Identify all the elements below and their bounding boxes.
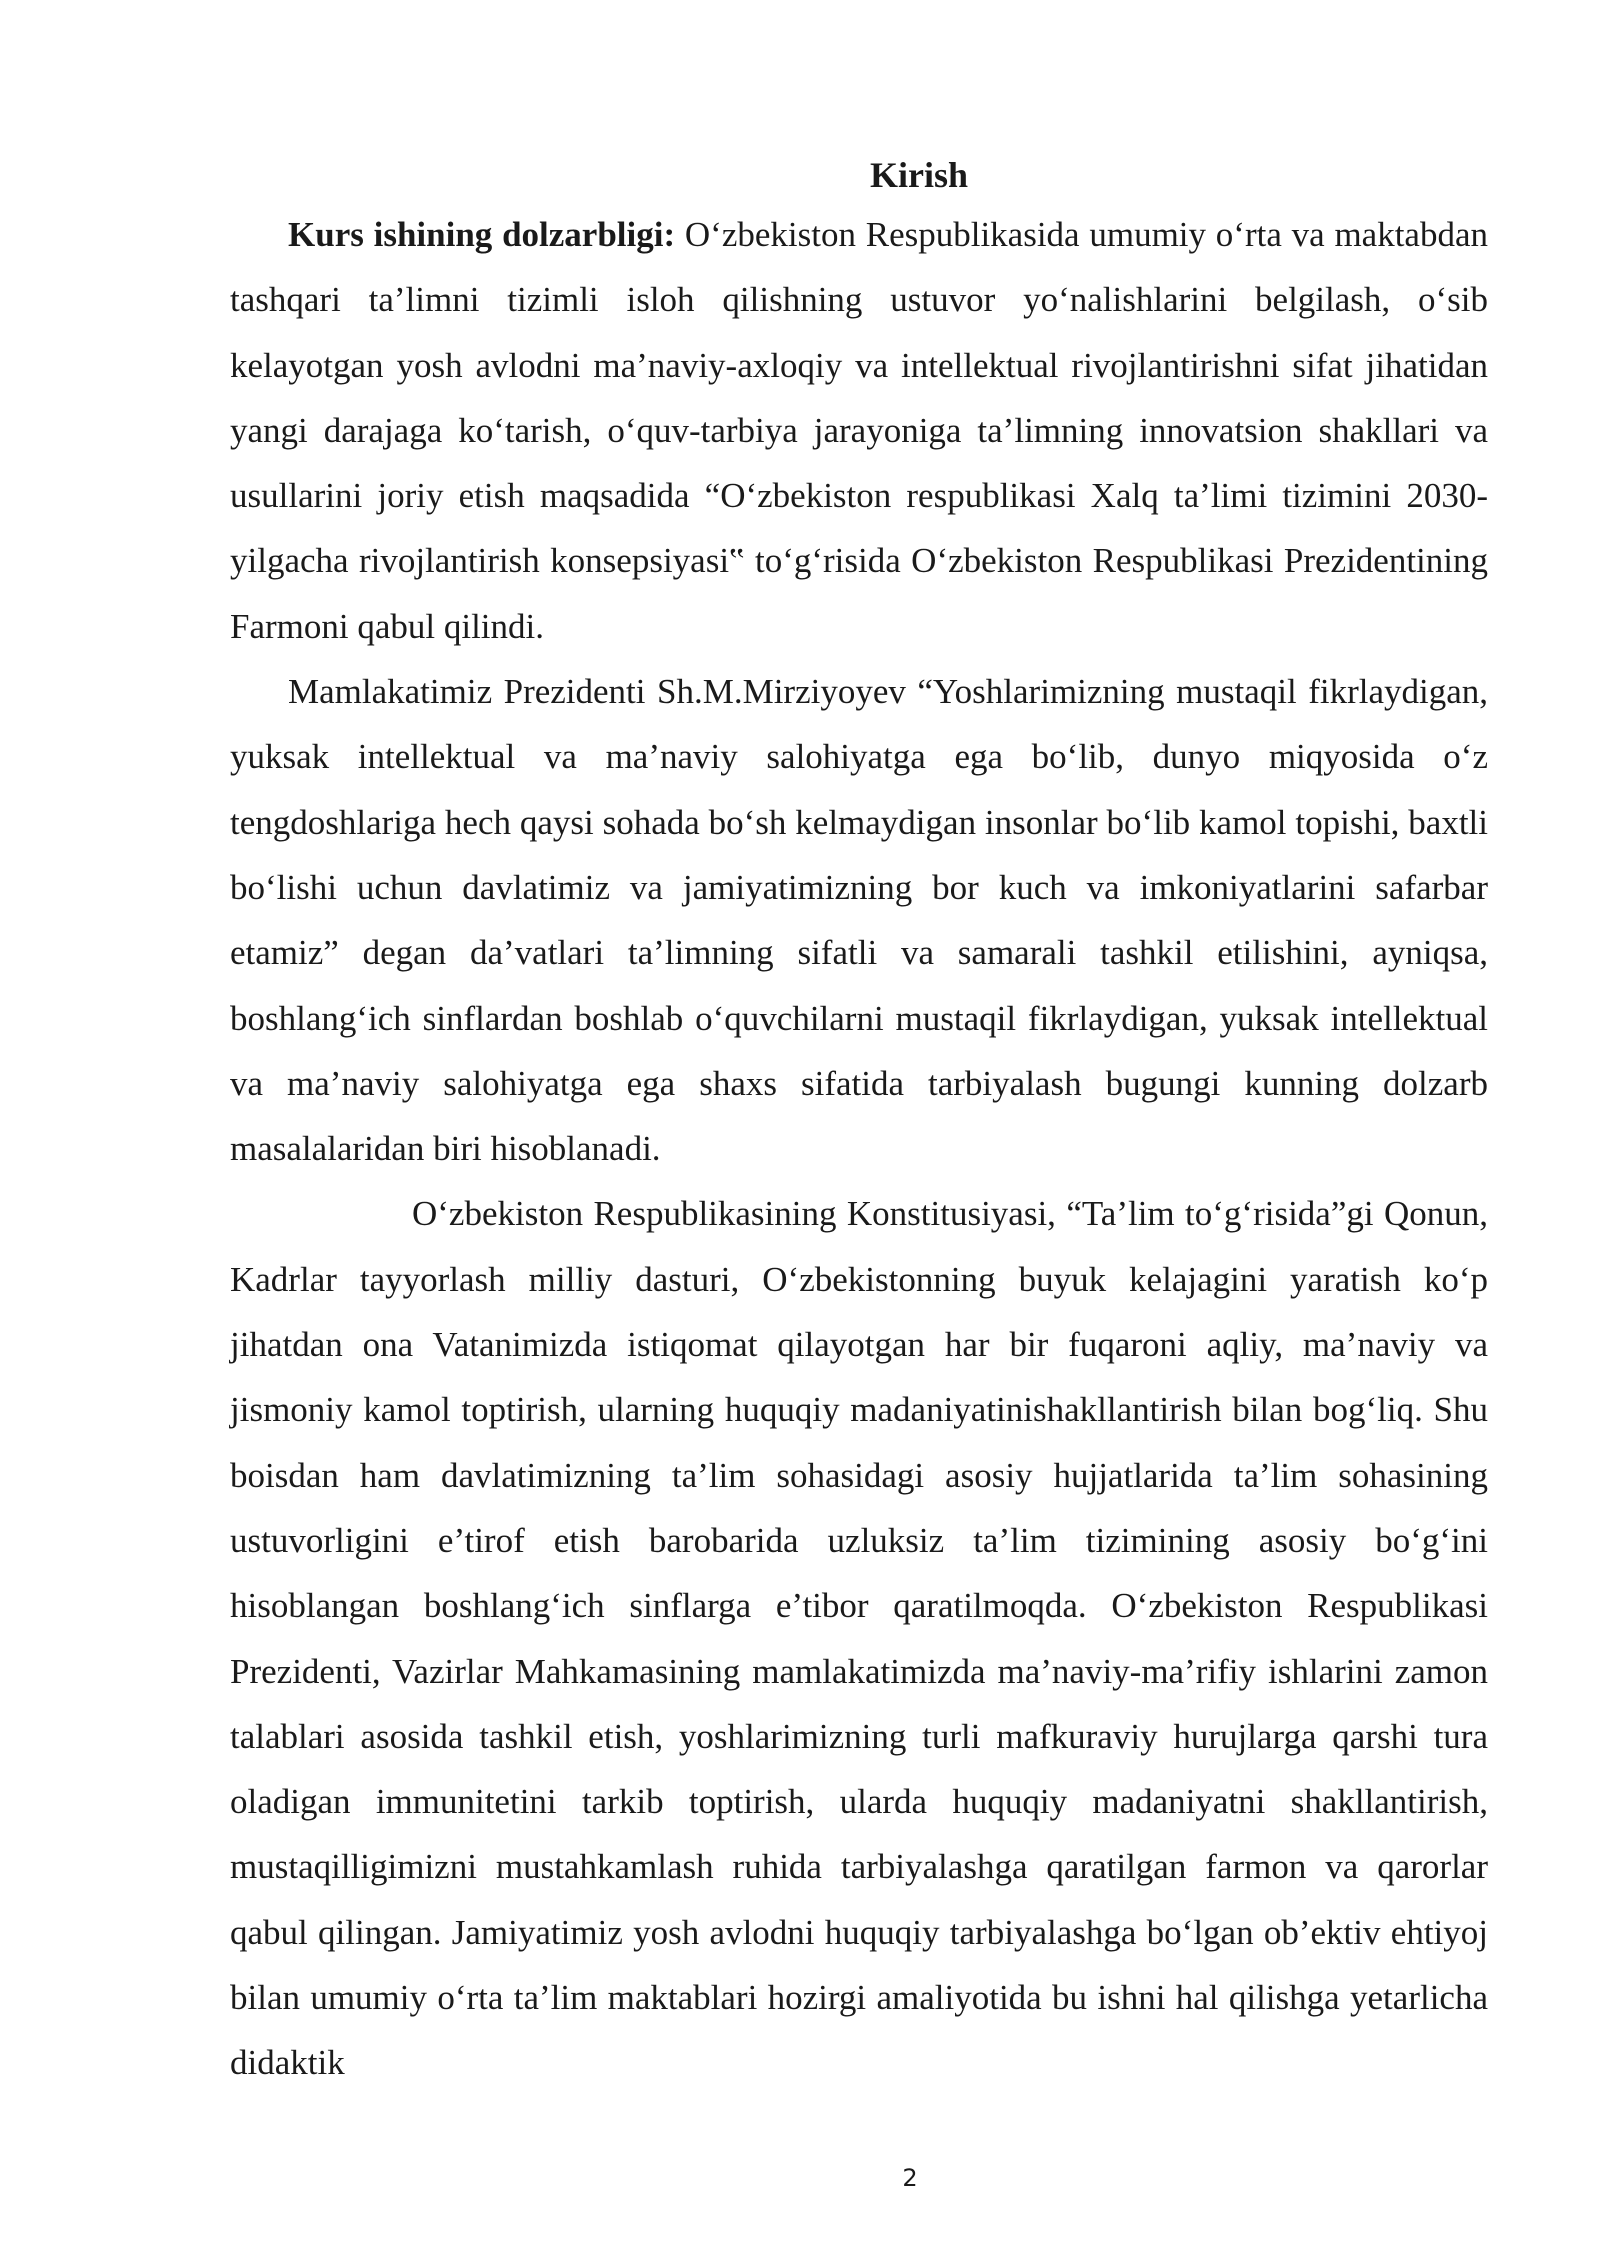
paragraph-constitution: O‘zbekiston Respublikasining Konstitusiyasi, “Ta’lim to‘g‘risida”gi Qonun, Kadrlar tayyorlash milliy dasturi, O‘zbekistonning buyuk kelajagini yaratish ko‘p jihatdan ona Vatanimizda istiqomat qilayotgan har bir fuqaroni aqliy, ma’naviy va jismoniy kamol toptirish, ularning huquqiy madaniyatinishakllantirish bilan bog‘liq. Shu boisdan ham davlatimizning ta’lim sohasidagi asosiy hujjatlarida ta’lim sohasining ustuvorligini e’tirof etish barobarida uzluksiz ta’lim tizimining asosiy bo‘g‘ini hisoblangan boshlang‘ich sinflarga e’tibor qaratilmoqda. O‘zbekiston Respublikasi Prezidenti, Vazirlar Mahkamasining mamlakatimizda ma’naviy-ma’rifiy ishlarini zamon talablari asosida tashkil etish, yoshlarimizning turli mafkuraviy hurujlarga qarshi tura oladigan immunitetini tarkib toptirish, ularda huquqiy madaniyatni shakllantirish, mustaqilligimizni mustahkamlash ruhida tarbiyalashga qaratilgan farmon va qarorlar qabul qilingan. Jamiyatimiz yosh avlodni huquqiy tarbiyalashga bo‘lgan ob’ektiv ehtiyoj bilan umumiy o‘rta ta’lim maktablari hozirgi amaliyotida bu ishni hal qilishga yetarlicha didaktik — [230, 1194, 1488, 2083]
paragraph-lead: Kurs ishining dolzarbligi: — [288, 215, 676, 254]
page-content — [230, 148, 1488, 2096]
paragraph-text: O‘zbekiston Respublikasida umumiy o‘rta va maktabdan tashqari ta’limni tizimli isloh qilishning ustuvor yo‘nalishlarini belgilash, o‘sib kelayotgan yosh avlodni ma’naviy-axloqiy va intellektual rivojlantirishni sifat jihatidan yangi darajaga ko‘tarish, o‘quv-tarbiya jarayoniga ta’limning innovatsion shakllari va usullarini joriy etish maqsadida “O‘zbekiston respublikasi Xalq ta’limi tizimini 2030-yilgacha rivojlantirish konsepsiyasi‟ to‘g‘risida O‘zbekiston Respublikasi Prezidentining Farmoni qabul qilindi. — [230, 215, 1488, 646]
paragraph-relevance — [230, 202, 1488, 659]
page-number: 2 — [902, 2164, 918, 2192]
paragraph-president-quote: Mamlakatimiz Prezidenti Sh.M.Mirziyoyev “Yoshlarimizning mustaqil fikrlaydigan, yuksak intellektual va ma’naviy salohiyatga ega bo‘lib, dunyo miqyosida o‘z tengdoshlariga hech qaysi sohada bo‘sh kelmaydigan insonlar bo‘lib kamol topishi, baxtli bo‘lishi uchun davlatimiz va jamiyatimizning bor kuch va imkoniyatlarini safarbar etamiz” degan da’vatlari ta’limning sifatli va samarali tashkil etilishini, ayniqsa, boshlang‘ich sinflardan boshlab o‘quvchilarni mustaqil fikrlaydigan, yuksak intellektual va ma’naviy salohiyatga ega shaxs sifatida tarbiyalash bugungi kunning dolzarb masalalaridan biri hisoblanadi. — [230, 672, 1488, 1169]
section-heading: Kirish — [869, 155, 968, 195]
